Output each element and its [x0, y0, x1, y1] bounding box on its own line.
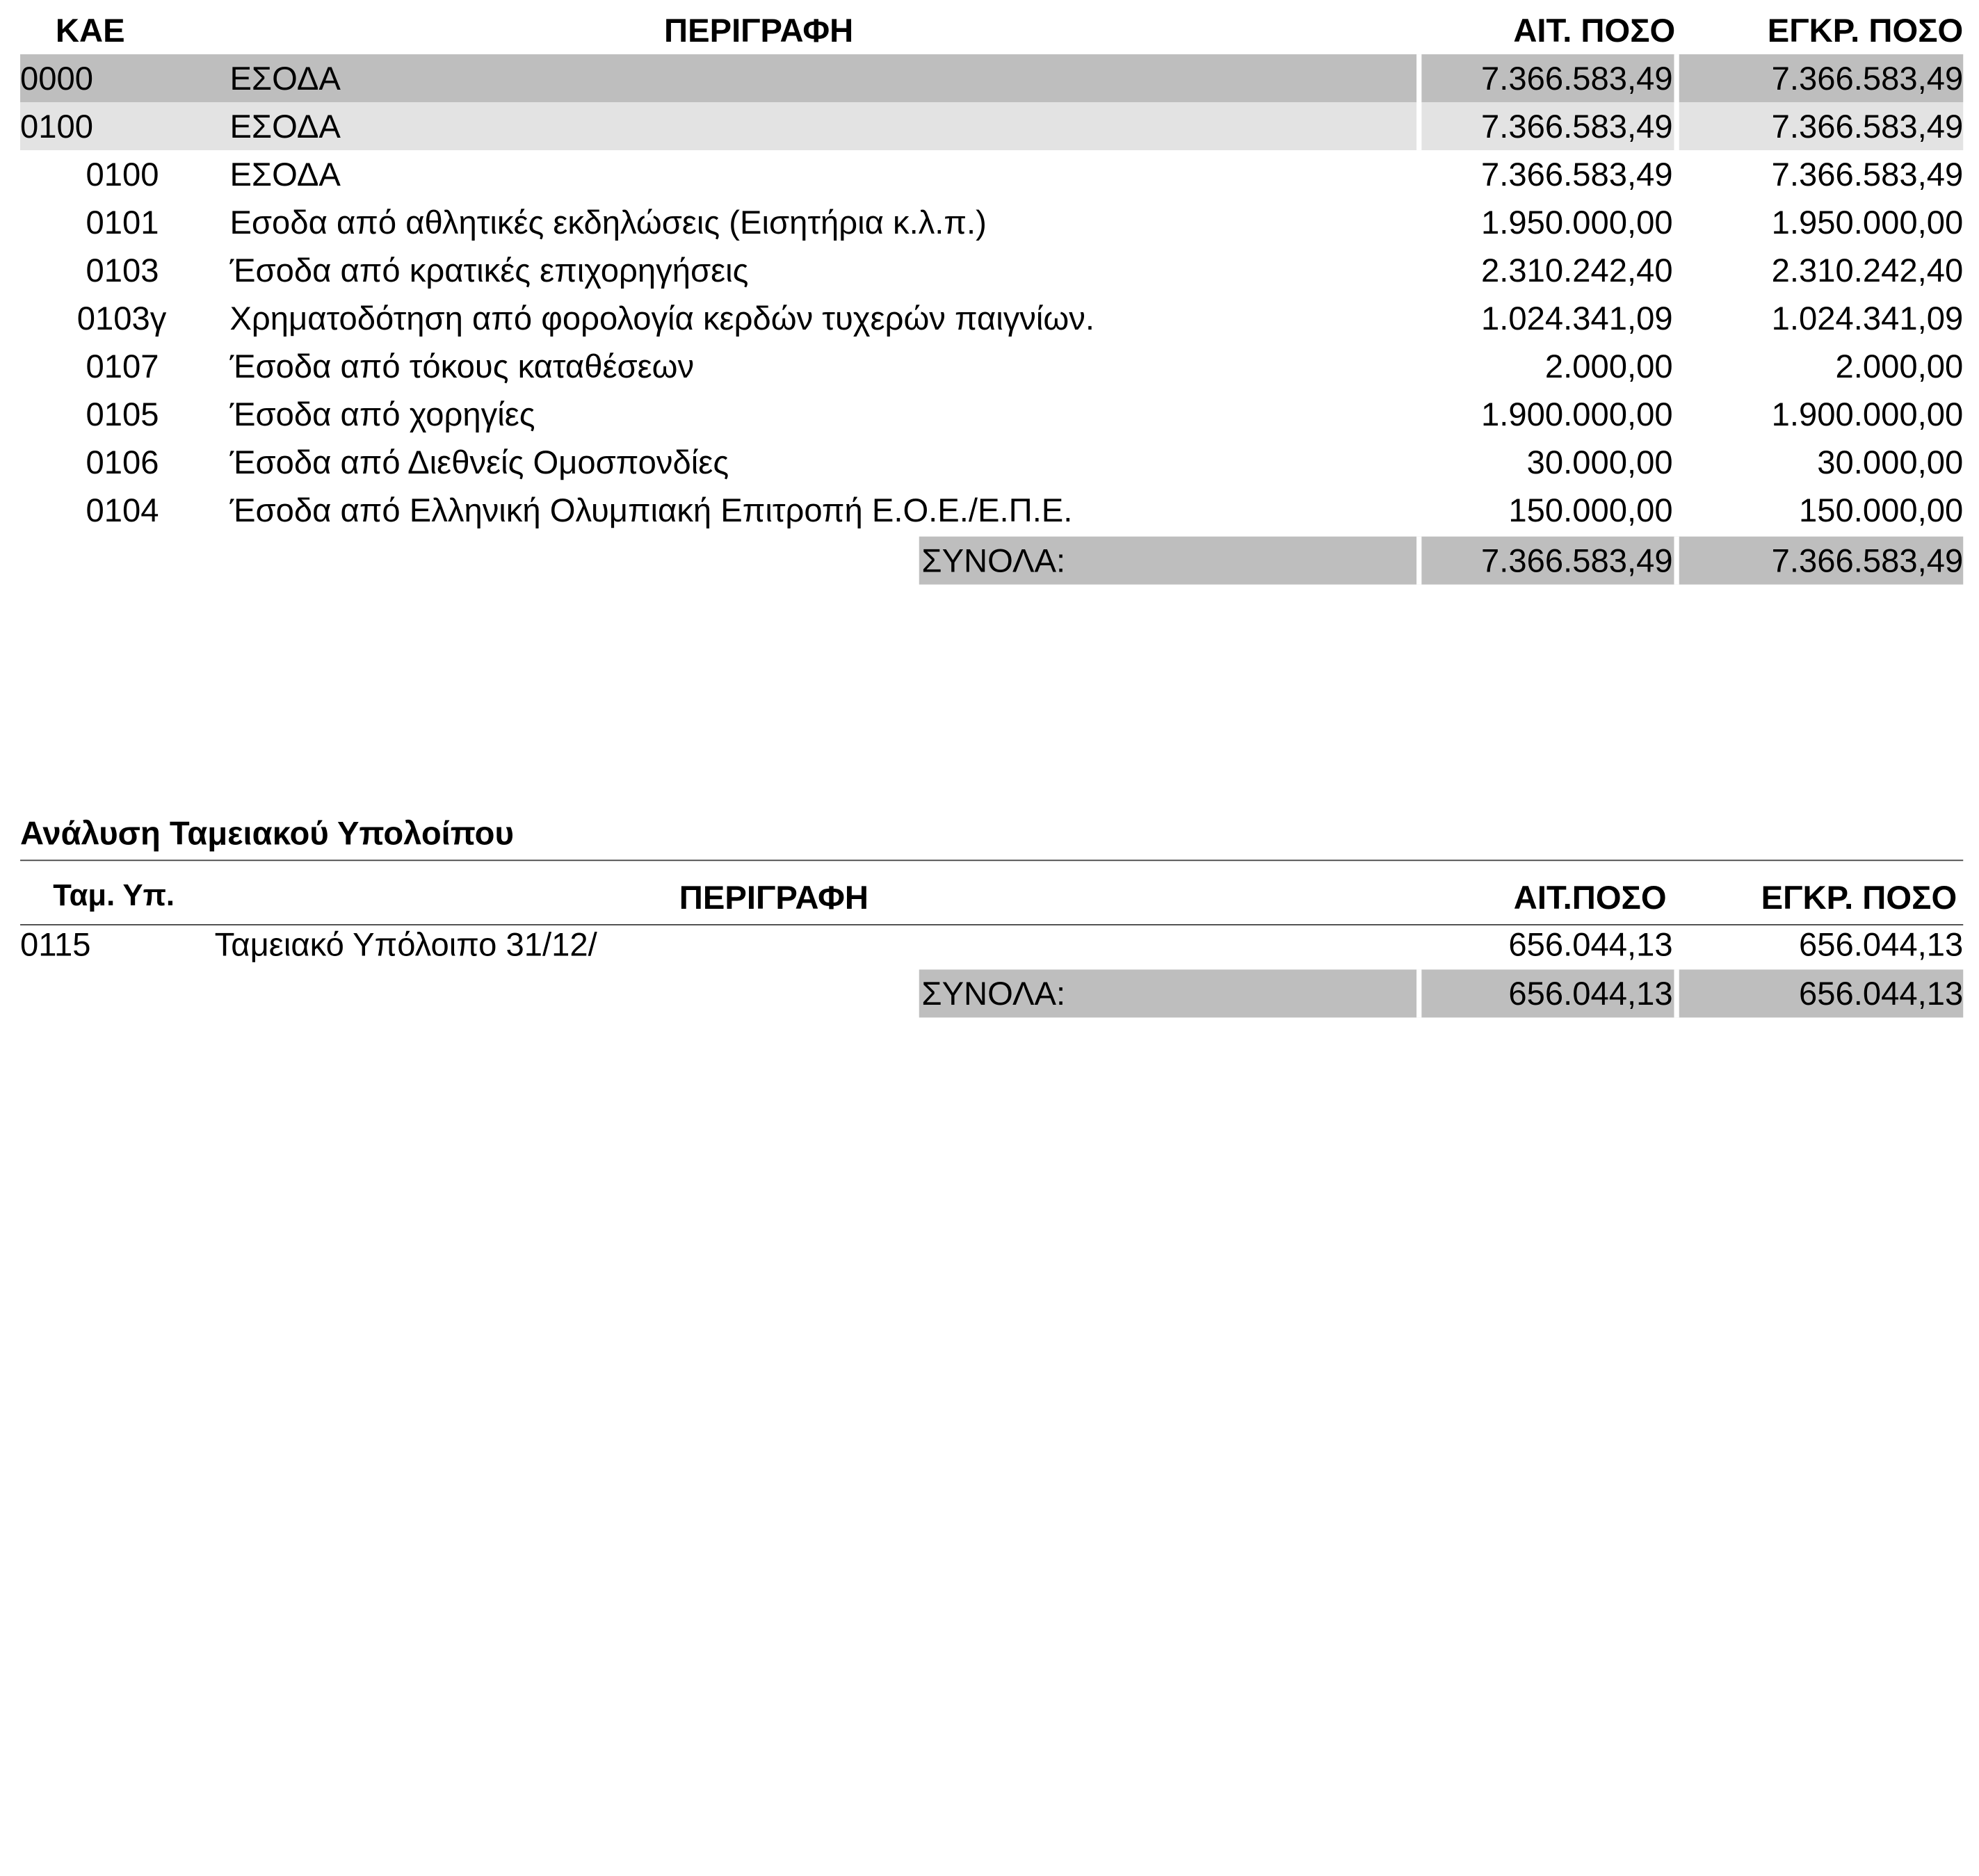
row-requested-amount: 2.000,00	[1544, 347, 1673, 385]
row-approved-amount: 150.000,00	[1798, 491, 1964, 529]
table-row	[20, 54, 1963, 102]
table-row	[20, 102, 1963, 150]
totals-row	[20, 969, 1963, 1017]
row-approved-amount: 2.000,00	[1835, 347, 1964, 385]
row-description: Έσοδα από Διεθνείς Ομοσπονδίες	[229, 443, 729, 481]
row-approved-amount: 7.366.583,49	[1771, 155, 1964, 193]
row-description: Ταμειακό Υπόλοιπο 31/12/	[214, 925, 597, 964]
row-requested-amount: 150.000,00	[1508, 491, 1673, 529]
header-description: ΠΕΡΙΓΡΑΦΗ	[679, 878, 869, 917]
row-requested-amount: 30.000,00	[1526, 443, 1673, 481]
row-approved-amount: 1.950.000,00	[1771, 203, 1964, 241]
row-description: Έσοδα από κρατικές επιχορηγήσεις	[229, 251, 749, 289]
row-code: 0106	[86, 443, 159, 481]
row-description: Έσοδα από τόκους καταθέσεων	[229, 347, 695, 385]
row-code: 0000	[20, 59, 94, 97]
header-approved-amount: ΕΓΚΡ. ΠΟΣΟ	[1767, 11, 1964, 49]
row-description: Έσοδα από Ελληνική Ολυμπιακή Επιτροπή Ε.Ο.Ε./Ε.Π.Ε.	[229, 491, 1073, 529]
table-row	[20, 390, 1963, 438]
row-code: 0101	[86, 203, 159, 241]
header-code: Ταμ. Υπ.	[53, 878, 175, 913]
total-approved-amount: 7.366.583,49	[1771, 541, 1964, 580]
row-description: ΕΣΟΔΑ	[229, 59, 341, 97]
column-divider	[1416, 969, 1421, 1017]
row-code: 0100	[86, 155, 159, 193]
header-approved-amount: ΕΓΚΡ. ΠΟΣΟ	[1761, 878, 1957, 917]
column-divider	[1674, 54, 1679, 102]
column-divider	[1674, 537, 1679, 585]
row-approved-amount: 1.900.000,00	[1771, 395, 1964, 433]
row-requested-amount: 1.950.000,00	[1481, 203, 1673, 241]
row-requested-amount: 7.366.583,49	[1481, 59, 1673, 97]
row-approved-amount: 656.044,13	[1798, 925, 1964, 964]
totals-label: ΣΥΝΟΛΑ:	[921, 541, 1066, 580]
row-code: 0100	[20, 107, 94, 145]
column-divider	[1416, 54, 1421, 102]
table-row	[20, 438, 1963, 486]
table-row	[20, 150, 1963, 198]
row-approved-amount: 1.024.341,09	[1771, 299, 1964, 337]
row-approved-amount: 2.310.242,40	[1771, 251, 1964, 289]
row-code: 0107	[86, 347, 159, 385]
row-code: 0103	[86, 251, 159, 289]
row-approved-amount: 7.366.583,49	[1771, 59, 1964, 97]
row-requested-amount: 2.310.242,40	[1481, 251, 1673, 289]
row-approved-amount: 30.000,00	[1817, 443, 1964, 481]
row-requested-amount: 1.024.341,09	[1481, 299, 1673, 337]
row-requested-amount: 7.366.583,49	[1481, 107, 1673, 145]
header-description: ΠΕΡΙΓΡΑΦΗ	[664, 11, 854, 49]
row-requested-amount: 1.900.000,00	[1481, 395, 1673, 433]
header-requested-amount: ΑΙΤ.ΠΟΣΟ	[1513, 878, 1667, 917]
section-title: Ανάλυση Ταμειακού Υπολοίπου	[20, 814, 514, 852]
column-divider	[1416, 537, 1421, 585]
row-description: ΕΣΟΔΑ	[229, 107, 341, 145]
row-requested-amount: 656.044,13	[1508, 925, 1673, 964]
header-code: ΚΑΕ	[55, 11, 125, 49]
totals-label: ΣΥΝΟΛΑ:	[921, 974, 1066, 1013]
column-divider	[1674, 969, 1679, 1017]
column-divider	[1674, 102, 1679, 150]
row-code: 0103γ	[76, 299, 167, 337]
header-requested-amount: ΑΙΤ. ΠΟΣΟ	[1513, 11, 1676, 49]
section-rule	[20, 859, 1963, 861]
row-code: 0105	[86, 395, 159, 433]
table-row	[20, 294, 1963, 342]
row-description: Χρηματοδότηση από φορολογία κερδών τυχερών παιγνίων.	[229, 299, 1094, 337]
total-requested-amount: 656.044,13	[1508, 974, 1673, 1013]
table-row	[20, 921, 1963, 969]
total-approved-amount: 656.044,13	[1798, 974, 1964, 1013]
table-row	[20, 486, 1963, 534]
row-code: 0104	[86, 491, 159, 529]
table-row	[20, 246, 1963, 294]
total-requested-amount: 7.366.583,49	[1481, 541, 1673, 580]
row-description: Εσοδα από αθλητικές εκδηλώσεις (Εισητήρια κ.λ.π.)	[229, 203, 987, 241]
totals-row	[20, 537, 1963, 585]
table-row	[20, 198, 1963, 246]
row-requested-amount: 7.366.583,49	[1481, 155, 1673, 193]
row-description: Έσοδα από χορηγίες	[229, 395, 535, 433]
column-divider	[1416, 102, 1421, 150]
table-row	[20, 342, 1963, 390]
row-code: 0115	[20, 925, 91, 964]
row-description: ΕΣΟΔΑ	[229, 155, 341, 193]
row-approved-amount: 7.366.583,49	[1771, 107, 1964, 145]
